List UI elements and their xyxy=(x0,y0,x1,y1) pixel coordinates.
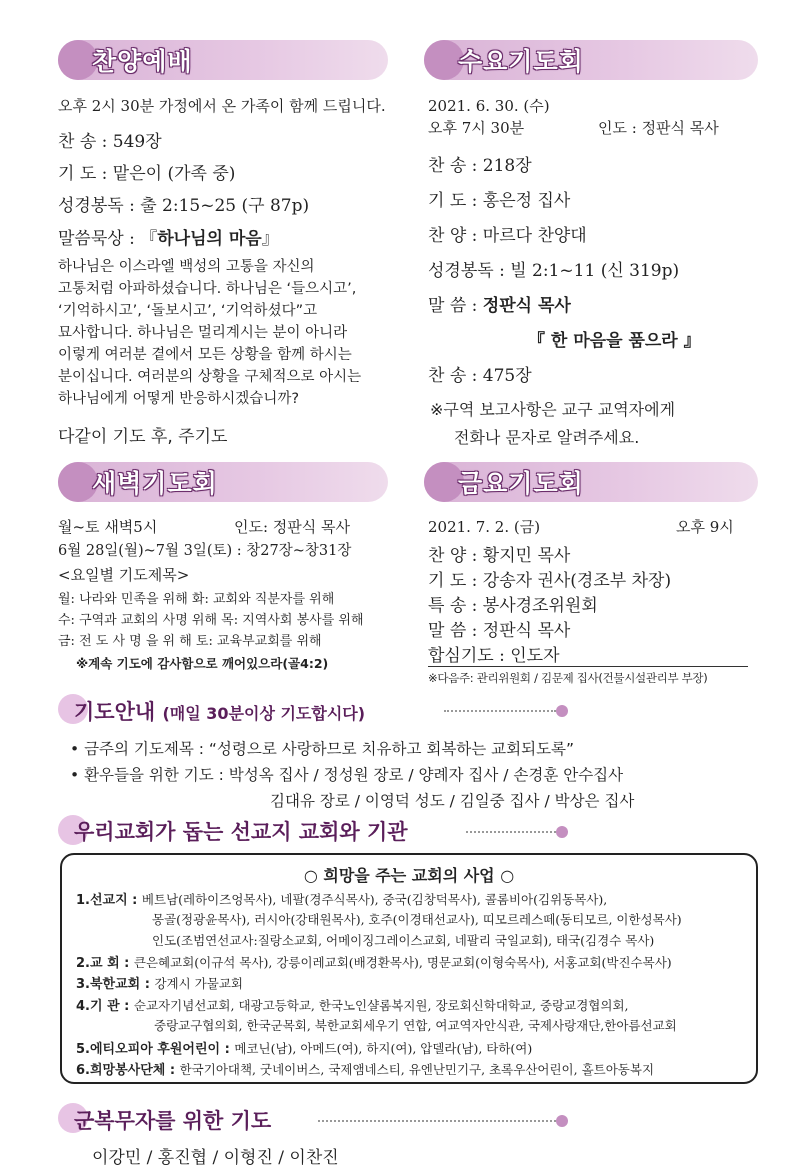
mission-row xyxy=(76,995,629,1014)
missions-title: 우리교회가 돕는 선교지 교회와 기관 xyxy=(74,820,408,844)
wed-row: 기 도 : 홍은정 집사 xyxy=(428,191,571,211)
dawn-schedule: 월~토 새벽5시 xyxy=(58,518,158,536)
para-line: 이렇게 여러분 곁에서 모든 상황을 함께 하시는 xyxy=(58,347,352,363)
mission-value: 한국기아대책, 굿네이버스, 국제앰네스티, 유엔난민기구, 초록우산어린이, 홀트아동복지 xyxy=(179,1062,655,1077)
mission-value: 순교자기념선교회, 대광고등학교, 한국노인샬롬복지원, 장로회신학대학교, 중랑교경협의회, xyxy=(133,998,629,1013)
mission-value: 큰은혜교회(이규석 목사), 강릉이레교회(배경환목사), 명문교회(이형숙목사), 서홍교회(박진수목사) xyxy=(133,955,672,970)
mission-value: 베트남(레하이즈엉목사), 네팔(경주식목사), 중국(김창덕목사), 콜롬비아(김위동목사), xyxy=(141,892,608,907)
wed-sermon-label: 말 씀 : xyxy=(428,296,483,316)
para-line: 하나님은 이스라엘 백성의 고통을 자신의 xyxy=(58,259,315,275)
wed-date: 2021. 6. 30. (수) xyxy=(428,97,550,115)
para-line: ‘기억하시고’, ‘돌보시고’, ‘기억하셨다”고 xyxy=(58,303,318,319)
fri-note: ※다음주: 관리위원회 / 김문제 집사(건물시설관리부 부장) xyxy=(428,671,708,685)
fri-row: 기 도 : 강송자 권사(경조부 차장) xyxy=(428,571,672,591)
wednesday-title: 수요기도회 xyxy=(458,47,584,76)
wed-row: 찬 송 : 218장 xyxy=(428,156,532,176)
friday-header xyxy=(424,462,758,502)
mission-row xyxy=(152,910,682,928)
prayer-item-1: • 금주의 기도제목 : “성령으로 사랑하므로 치유하고 회복하는 교회되도록” xyxy=(70,740,575,758)
mission-row xyxy=(76,1059,654,1078)
prayer-guide-main: 기도안내 xyxy=(74,700,156,724)
section-end-dot xyxy=(556,826,568,838)
wed-hymn2: 찬 송 : 475장 xyxy=(428,366,532,386)
para-line: 고통처럼 아파하셨습니다. 하나님은 ‘들으시고’, xyxy=(58,281,357,297)
fri-divider xyxy=(428,666,748,667)
dawn-topic: 수: 구역과 교회의 사명 위해 목: 지역사회 봉사를 위해 xyxy=(58,613,364,628)
dawn-range: 6월 28일(월)~7월 3일(토) : 창27장~창31장 xyxy=(58,543,352,559)
section-dotline xyxy=(466,831,556,833)
fri-date: 2021. 7. 2. (금) xyxy=(428,518,541,536)
sunday-paragraph xyxy=(58,256,393,410)
section-end-dot xyxy=(556,705,568,717)
wed-row: 성경봉독 : 빌 2:1~11 (신 319p) xyxy=(428,261,680,281)
mission-row xyxy=(76,973,243,992)
sunday-sermon-title: 하나님의 마음 xyxy=(157,229,262,249)
sunday-hymn: 찬 송 : 549장 xyxy=(58,132,162,152)
fri-row: 특 송 : 봉사경조위원회 xyxy=(428,596,598,616)
fri-row: 합심기도 : 인도자 xyxy=(428,646,560,666)
soldiers-names: 이강민 / 홍진협 / 이형진 / 이찬진 xyxy=(92,1148,339,1168)
fri-row: 찬 양 : 황지민 목사 xyxy=(428,546,571,566)
missions-box xyxy=(60,853,758,1084)
wed-notice-2: 전화나 문자로 알려주세요. xyxy=(454,428,640,447)
prayer-item-2b: 김대유 장로 / 이영덕 성도 / 김일중 집사 / 박상은 집사 xyxy=(270,792,635,810)
sunday-title: 찬양예배 xyxy=(92,47,193,76)
mission-key: 1.선교지 : xyxy=(76,893,142,908)
wed-sermon xyxy=(428,291,571,316)
wed-leader: 인도 : 정판식 목사 xyxy=(598,119,719,137)
mission-key: 6.희망봉사단체 : xyxy=(76,1063,180,1078)
soldiers-title: 군복무자를 위한 기도 xyxy=(74,1109,272,1133)
sunday-header xyxy=(58,40,388,80)
mission-value: 몽골(정광윤목사), 러시아(강태원목사), 호주(이경태선교사), 띠모르레스떼(동티모르, 이한성목사) xyxy=(152,912,682,927)
para-line: 분이십니다. 여러분의 상황을 구체적으로 아시는 xyxy=(58,369,362,385)
mission-value: 인도(조범연선교사:질랑소교회, 어메이징그레이스교회, 네팔리 국일교회), 태국(김경수 목사) xyxy=(152,933,655,948)
wed-sermon-speaker: 정판식 목사 xyxy=(482,296,571,316)
wed-row: 찬 양 : 마르다 찬양대 xyxy=(428,226,587,246)
prayer-item-2: • 환우들을 위한 기도 : 박성옥 집사 / 정성원 장로 / 양례자 집사 / 손경훈 안수집사 xyxy=(70,766,624,784)
dawn-topic: 월: 나라와 민족을 위해 화: 교회와 직분자를 위해 xyxy=(58,592,335,607)
sunday-closing: 다같이 기도 후, 주기도 xyxy=(58,427,228,447)
mission-key: 5.에티오피아 후원어린이 : xyxy=(76,1042,235,1057)
mission-row xyxy=(154,1016,677,1034)
dawn-header xyxy=(58,462,388,502)
sunday-sermon-close: 』 xyxy=(261,229,279,249)
prayer-guide-title xyxy=(74,696,365,726)
para-line: 묘사합니다. 하나님은 멀리계시는 분이 아니라 xyxy=(58,325,348,341)
dawn-topics-head: <요일별 기도제목> xyxy=(58,566,190,584)
wed-sermon-title: 『 한 마음을 품으라 』 xyxy=(528,331,701,351)
fri-time: 오후 9시 xyxy=(676,518,734,536)
mission-value: 중랑교구협의회, 한국군목회, 북한교회세우기 연합, 여교역자안식관, 국제사랑재단,한아름선교회 xyxy=(154,1018,677,1033)
friday-title: 금요기도회 xyxy=(458,469,584,498)
prayer-guide-sub: (매일 30분이상 기도합시다) xyxy=(162,704,366,723)
wed-time: 오후 7시 30분 xyxy=(428,119,525,137)
fri-row: 말 씀 : 정판식 목사 xyxy=(428,621,571,641)
section-end-dot xyxy=(556,1115,568,1127)
section-dotline xyxy=(444,710,556,712)
mission-key: 4.기 관 : xyxy=(76,999,134,1014)
mission-row xyxy=(76,889,607,908)
mission-value: 강계시 가물교회 xyxy=(154,976,243,991)
sunday-sermon-label: 말씀묵상 : 『 xyxy=(58,229,158,249)
wednesday-header xyxy=(424,40,758,80)
sunday-prayer: 기 도 : 맡은이 (가족 중) xyxy=(58,164,236,184)
missions-box-title: ○ 희망을 주는 교회의 사업 ○ xyxy=(303,866,515,885)
sunday-sermon xyxy=(58,224,279,249)
dawn-topic: 금: 전 도 사 명 을 위 해 토: 교육부교회를 위해 xyxy=(58,634,322,649)
mission-row xyxy=(76,952,672,971)
wed-notice-1: ※구역 보고사항은 교구 교역자에게 xyxy=(430,400,676,419)
dawn-title: 새벽기도회 xyxy=(92,469,218,498)
mission-value: 메코닌(남), 아메드(여), 하지(여), 압델라(남), 타하(여) xyxy=(234,1041,533,1056)
dawn-verse: ※계속 기도에 감사함으로 깨어있으라(골4:2) xyxy=(76,656,329,671)
para-line: 하나님에게 어떻게 반응하시겠습니까? xyxy=(58,391,300,407)
sunday-intro: 오후 2시 30분 가정에서 온 가족이 함께 드립니다. xyxy=(58,97,386,115)
mission-row xyxy=(76,1038,532,1057)
dawn-leader: 인도: 정판식 목사 xyxy=(234,518,351,536)
mission-key: 3.북한교회 : xyxy=(76,977,155,992)
mission-row xyxy=(152,931,654,949)
section-dotline xyxy=(318,1120,556,1122)
mission-key: 2.교 회 : xyxy=(76,956,134,971)
sunday-scripture: 성경봉독 : 출 2:15~25 (구 87p) xyxy=(58,196,310,216)
